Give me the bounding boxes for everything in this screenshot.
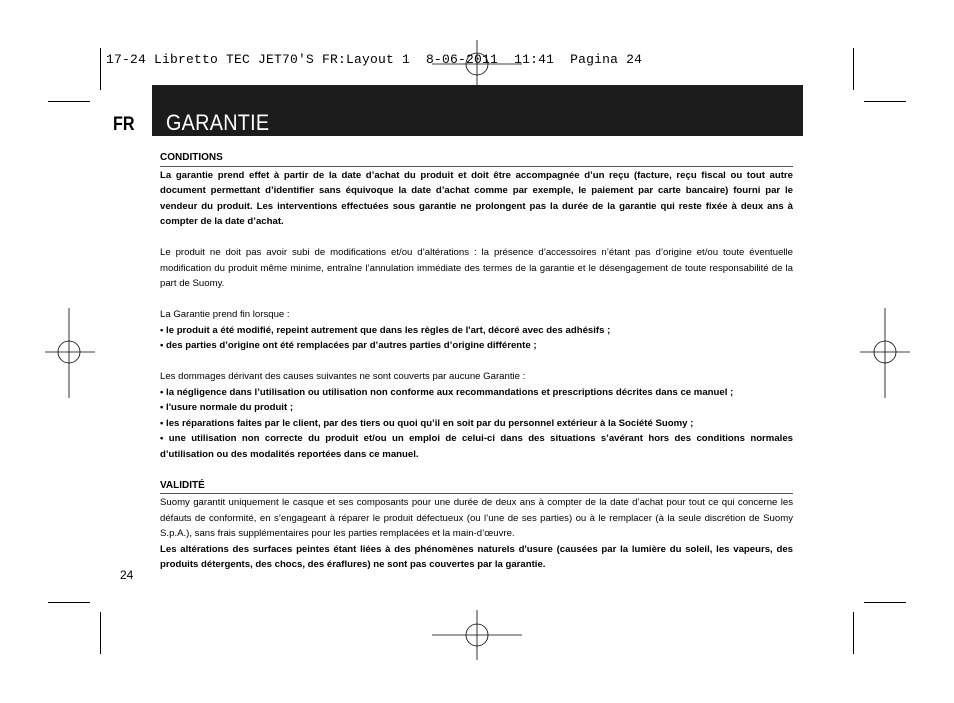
crop-mark-bottom-right-vertical <box>853 612 854 654</box>
conditions-heading: CONDITIONS <box>160 150 793 167</box>
conditions-paragraph-2: Le produit ne doit pas avoir subi de modifications et/ou d’altérations : la présence d’accessoires n’étant pas d’origine et/ou toute éventuelle modification du produit même minime, entraîne l’annulation immédiate des termes de la garantie et le désengagement de toute responsabilité de la part de Suomy. <box>160 247 793 289</box>
crop-mark-top-left-horizontal <box>48 101 90 102</box>
crop-mark-bottom-right-horizontal <box>864 602 906 603</box>
title-bar <box>152 85 803 136</box>
end-intro: La Garantie prend fin lorsque : <box>160 309 290 320</box>
registration-mark-bottom <box>432 610 522 660</box>
crop-mark-top-right-vertical <box>853 48 854 90</box>
damage-item: • les réparations faites par le client, par des tiers ou quoi qu’il en soit par du personnel extérieur à la Société Suomy ; <box>160 417 694 429</box>
end-item: • le produit a été modifié, repeint autrement que dans les règles de l'art, décoré avec des adhésifs ; <box>160 324 611 336</box>
printer-slug: 17-24 Libretto TEC JET70'S FR:Layout 1 8-06-2011 11:41 Pagina 24 <box>106 52 643 67</box>
damage-item: • l'usure normale du produit ; <box>160 402 294 413</box>
page-number: 24 <box>120 568 134 582</box>
registration-mark-right <box>860 308 910 398</box>
conditions-paragraph-1: La garantie prend effet à partir de la date d’achat du produit et doit être accompagnée d’un reçu (facture, reçu fiscal ou tout autre document permettant d’identifier sans équivoque la date d’achat comme par exemple, le paiement par carte bancaire) fourni par le vendeur du produit. Les interventions effectuées sous garantie ne prolongent pas la durée de la garantie qui reste fixée à deux ans à compter de la date d’achat. <box>160 169 793 227</box>
validity-paragraph-2: Les altérations des surfaces peintes étant liées à des phénomènes naturels d'usure (causées par la lumière du soleil, les vapeurs, des produits détergents, des chocs, des éraflures) ne sont pas couvertes par la garantie. <box>160 543 793 570</box>
page-title: GARANTIE <box>166 110 270 135</box>
validity-paragraph-1: Suomy garantit uniquement le casque et ses composants pour une durée de deux ans à compter de la date d’achat pour tout ce qui concerne les défauts de conformité, en s’engageant à réparer le produit défectueux (ou l’une de ses parties) ou à le remplacer (à la seule discrétion de Suomy S.p.A.), sans frais supplémentaires pour les parties remplacées et la main-d’œuvre. <box>160 497 793 539</box>
crop-mark-top-right-horizontal <box>864 101 906 102</box>
language-code: FR <box>113 114 135 135</box>
document-body <box>160 150 793 573</box>
crop-mark-bottom-left-horizontal <box>48 602 90 603</box>
validity-heading: VALIDITÉ <box>160 478 793 495</box>
damage-intro: Les dommages dérivant des causes suivantes ne sont couverts par aucune Garantie : <box>160 371 526 382</box>
damage-item: • la négligence dans l’utilisation ou utilisation non conforme aux recommandations et prescriptions décrites dans ce manuel ; <box>160 386 734 398</box>
crop-mark-bottom-left-vertical <box>100 612 101 654</box>
damage-item: • une utilisation non correcte du produit et/ou un emploi de celui-ci dans des situations s’avérant hors des conditions normales d’utilisation ou des modalités reportées dans ce manuel. <box>160 433 793 460</box>
crop-mark-top-left-vertical <box>100 48 101 90</box>
registration-mark-top <box>432 40 522 90</box>
end-item: • des parties d’origine ont été remplacées par d’autres parties d’origine différente ; <box>160 340 537 351</box>
registration-mark-left <box>45 308 95 398</box>
